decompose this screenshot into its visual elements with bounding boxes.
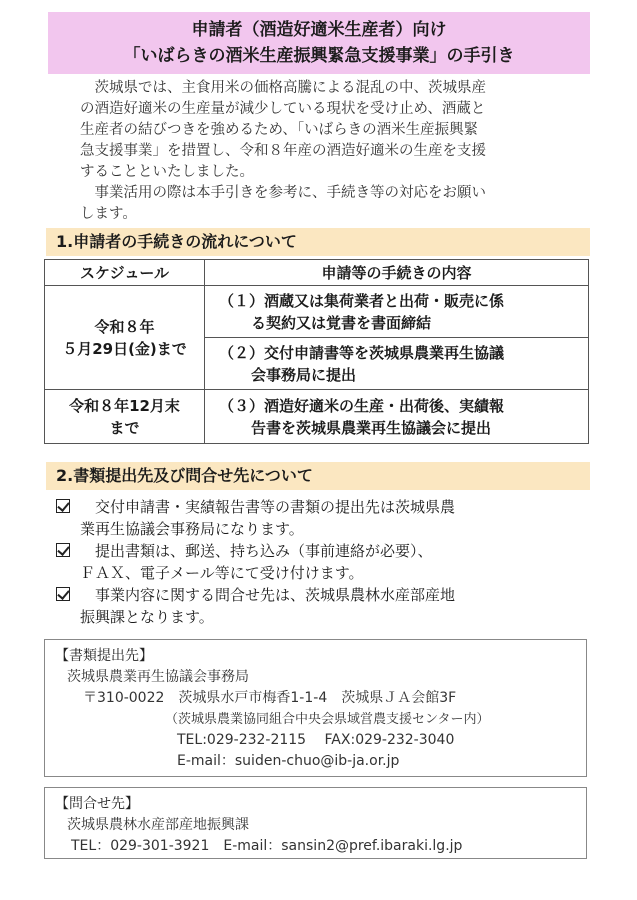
procedure-text: 会事務局に提出 [251, 365, 357, 384]
title-line-2: 「いばらきの酒米生産振興緊急支援事業」の手引き [123, 46, 515, 66]
inquiry-contact-box [44, 787, 587, 859]
table-row [45, 390, 589, 444]
check-text: 業再生協議会事務局になります。 [80, 520, 304, 538]
check-item [56, 496, 576, 540]
check-text: 提出書類は、郵送、持ち込み（事前連絡が必要）、 [80, 542, 433, 560]
inquiry-org: 茨城県農林水産部産地振興課 [67, 817, 249, 833]
title-line-1: 申請者（酒造好適米生産者）向け [191, 20, 447, 40]
submission-address-note: （茨城県農業協同組合中央会県域営農支援センター内） [165, 712, 490, 727]
schedule-table [44, 259, 589, 444]
inquiry-contact: TEL：029-301-3921 E-mail：sansin2@pref.ibaraki.lg.jp [71, 838, 463, 854]
checkbox-checked-icon [56, 499, 70, 513]
intro-line: 事業活用の際は本手引きを参考に、手続き等の対応をお願い [80, 185, 486, 201]
table-header-row [45, 260, 589, 286]
submission-heading: 【書類提出先】 [55, 648, 153, 664]
check-item [56, 540, 576, 584]
section-2-heading: 2.書類提出先及び問合せ先について [46, 462, 590, 490]
check-text: 事業内容に関する問合せ先は、茨城県農林水産部産地 [80, 586, 456, 604]
procedure-text: 交付申請書等を茨城県農業再生協議 [264, 343, 505, 362]
procedure-number: （２） [219, 343, 265, 362]
procedure-text: 酒蔵又は集荷業者と出荷・販売に係 [264, 291, 505, 310]
header-procedure: 申請等の手続きの内容 [205, 260, 589, 286]
submission-contact-box [44, 639, 587, 777]
intro-line: 生産者の結びつきを強めるため、「いばらきの酒米生産振興緊 [80, 122, 479, 138]
intro-line: 急支援事業」を措置し、令和８年産の酒造好適米の生産を支援 [80, 143, 486, 159]
checklist [56, 496, 576, 628]
intro-text [80, 78, 580, 225]
intro-para-1 [80, 78, 580, 183]
date-line: 令和８年 [94, 317, 155, 336]
table-row [45, 286, 589, 338]
check-text: ＦＡＸ、電子メール等にて受け付けます。 [80, 564, 364, 582]
check-text: 振興課となります。 [80, 608, 214, 626]
header-schedule: スケジュール [45, 260, 205, 286]
intro-para-2 [80, 183, 580, 225]
section-1-heading: 1.申請者の手続きの流れについて [46, 228, 590, 256]
procedure-cell [205, 286, 589, 338]
submission-address: 〒310-0022 茨城県水戸市梅香1-1-4 茨城県ＪＡ会館3F [83, 690, 457, 706]
checkbox-checked-icon [56, 543, 70, 557]
schedule-date-cell [45, 286, 205, 390]
procedure-number: （３） [219, 396, 265, 415]
schedule-date-cell [45, 390, 205, 444]
submission-tel-fax: TEL:029-232-2115 FAX:029-232-3040 [177, 732, 455, 748]
date-line: ５月29日(金)まで [62, 339, 187, 358]
intro-line: します。 [80, 206, 137, 222]
inquiry-heading: 【問合せ先】 [55, 796, 139, 812]
intro-line: することといたしました。 [80, 164, 254, 180]
procedure-number: （１） [219, 291, 265, 310]
check-item [56, 584, 576, 628]
procedure-text: る契約又は覚書を書面締結 [251, 313, 432, 332]
procedure-cell [205, 338, 589, 390]
date-line: まで [109, 418, 140, 437]
date-line: 令和８年12月末 [69, 396, 180, 415]
intro-line: の酒造好適米の生産量が減少している現状を受け止め、酒蔵と [80, 101, 486, 117]
procedure-cell [205, 390, 589, 444]
procedure-text: 酒造好適米の生産・出荷後、実績報 [264, 396, 505, 415]
document-title [48, 12, 590, 74]
procedure-text: 告書を茨城県農業再生協議会に提出 [251, 418, 492, 437]
checkbox-checked-icon [56, 587, 70, 601]
submission-email: E-mail：suiden-chuo@ib-ja.or.jp [177, 753, 400, 769]
submission-org: 茨城県農業再生協議会事務局 [67, 669, 249, 685]
check-text: 交付申請書・実績報告書等の書類の提出先は茨城県農 [80, 498, 456, 516]
intro-line: 茨城県では、主食用米の価格高騰による混乱の中、茨城県産 [80, 80, 486, 96]
